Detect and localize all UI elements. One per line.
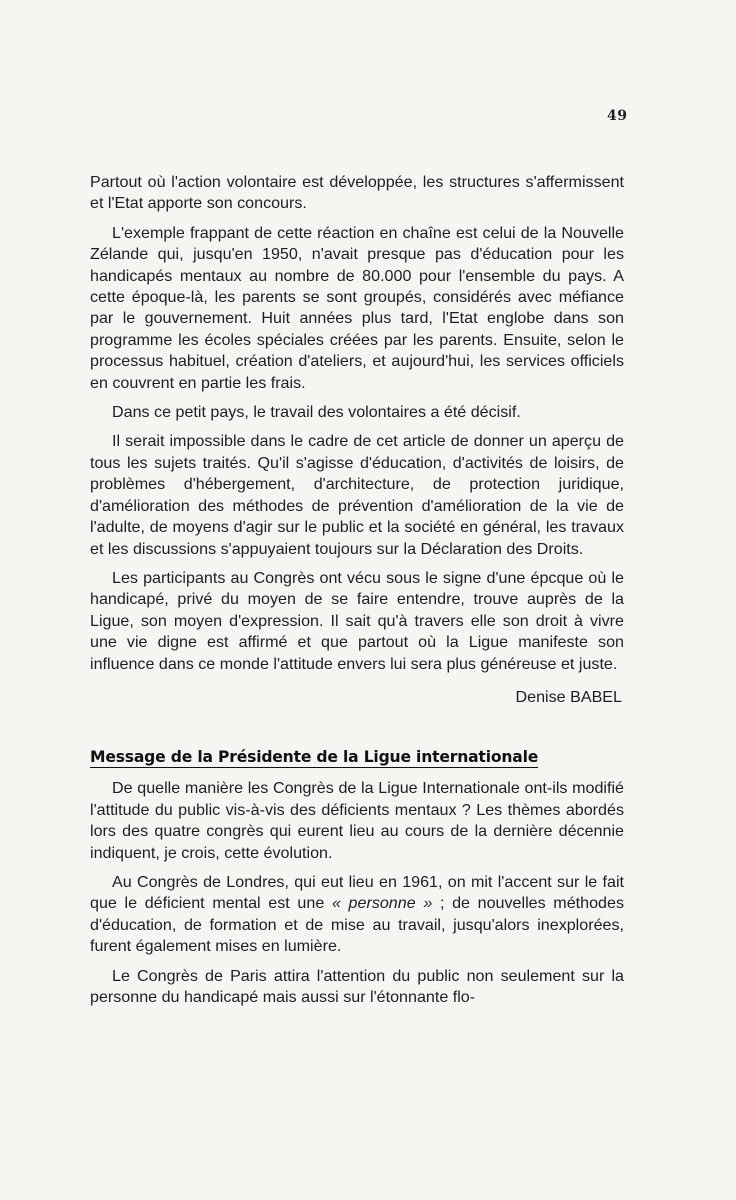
paragraph-paris-congress: Le Congrès de Paris attira l'attention du public non seulement sur la personne du handicapé mais aussi sur l'étonnante flo-: [90, 966, 624, 1006]
london-text-end: ; de nouvelles méthodes d'éducation, de formation et de mise au travail, jusqu'alors inexplorées, furent également mises en lumière.: [90, 894, 624, 956]
paragraph-structures: Partout où l'action volontaire est développée, les structures s'affermissent et l'Etat apporte son concours.: [90, 173, 624, 213]
paragraph-london-congress: [90, 872, 624, 958]
paragraph-volunteers: Dans ce petit pays, le travail des volontaires a été décisif.: [112, 403, 521, 422]
paragraph-participants: Les participants au Congrès ont vécu sous le signe d'une épcque où le handicapé, privé du moyen de se faire entendre, trouve auprès de la Ligue, son moyen d'expression. Il sait qu'à travers elle son droit à vivre une vie digne est affirmé et que partout où la Ligue manifeste son influence dans ce monde l'attitude envers lui sera plus généreuse et juste.: [90, 568, 624, 673]
page-body: [90, 172, 624, 1016]
paragraph-congress-question: De quelle manière les Congrès de la Ligue Internationale ont-ils modifié l'attitude du public vis-à-vis des déficients mentaux ? Les thèmes abordés lors des quatre congrès qui eurent lieu au cours de la dernière décennie indiquent, je crois, cette évolution.: [90, 779, 624, 862]
section-heading: [90, 746, 624, 768]
page-number: 49: [607, 108, 628, 124]
london-text-start: Au Congrès de Londres, qui eut lieu en 1961, on mit l'accent sur le fait que le déficient mental est une: [90, 872, 624, 913]
section-heading-text: Message de la Présidente de la Ligue internationale: [90, 748, 539, 767]
author-signature: Denise BABEL: [515, 687, 622, 706]
paragraph-topics: Il serait impossible dans le cadre de cet article de donner un aperçu de tous les sujets traités. Qu'il s'agisse d'éducation, d'activités de loisirs, de problèmes d'hébergement, d'architecture, de protection juridique, d'amélioration des méthodes de prévention d'amélioration de la vie de l'adulte, de moyens d'agir sur le public et la société en général, les travaux et les discussions s'appuyaient toujours sur la Déclaration des Droits.: [90, 432, 624, 558]
personne-emphasis: « personne »: [331, 894, 433, 913]
paragraph-new-zealand: L'exemple frappant de cette réaction en chaîne est celui de la Nouvelle Zélande qui, jusqu'en 1950, n'avait presque pas d'éducation pour les handicapés mentaux au nombre de 80.000 pour l'ensemble du pays. A cette époque-là, les parents se sont groupés, considérés avec méfiance par le gouvernement. Huit années plus tard, l'Etat englobe dans son programme les écoles spéciales créées par les parents. Ensuite, selon le processus habituel, création d'ateliers, et aujourd'hui, les services officiels en couvrent en partie les frais.: [90, 223, 624, 392]
